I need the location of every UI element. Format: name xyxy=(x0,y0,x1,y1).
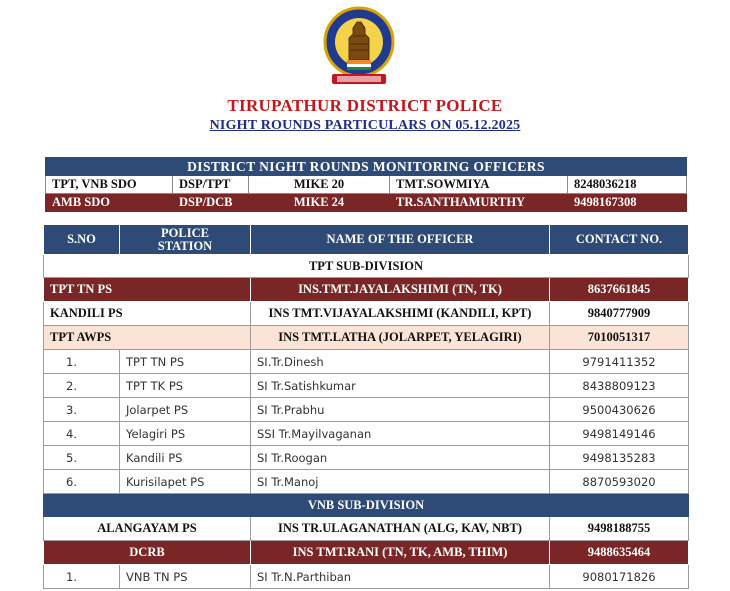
inspector-row xyxy=(44,326,689,350)
table-row xyxy=(44,398,689,422)
table-row xyxy=(44,350,689,374)
monitoring-heading: DISTRICT NIGHT ROUNDS MONITORING OFFICERS xyxy=(46,158,687,176)
section-title-vnb: VNB SUB-DIVISION xyxy=(44,494,689,517)
row-station: Yelagiri PS xyxy=(120,422,251,446)
monitoring-row xyxy=(46,176,687,194)
inspector-phone: 8637661845 xyxy=(550,278,689,302)
row-sno: 6. xyxy=(44,470,120,494)
row-officer: SI.Tr.Dinesh xyxy=(251,350,550,374)
monitoring-officer: TR.SANTHAMURTHY xyxy=(390,194,568,212)
monitoring-area: AMB SDO xyxy=(46,194,173,212)
row-sno: 5. xyxy=(44,446,120,470)
row-sno: 2. xyxy=(44,374,120,398)
night-rounds-table xyxy=(43,224,689,589)
monitoring-post: DSP/DCB xyxy=(173,194,249,212)
col-header-station: POLICE STATION xyxy=(120,225,251,255)
col-header-officer: NAME OF THE OFFICER xyxy=(251,225,550,255)
row-station: Jolarpet PS xyxy=(120,398,251,422)
inspector-phone: 7010051317 xyxy=(550,326,689,350)
table-row xyxy=(44,422,689,446)
inspector-phone: 9498188755 xyxy=(550,517,689,541)
row-phone: 9498135283 xyxy=(550,446,689,470)
row-sno: 1. xyxy=(44,565,120,589)
inspector-row xyxy=(44,541,689,565)
inspector-phone: 9488635464 xyxy=(550,541,689,565)
row-phone: 9791411352 xyxy=(550,350,689,374)
table-row xyxy=(44,565,689,589)
inspector-station: ALANGAYAM PS xyxy=(44,517,251,541)
inspector-row xyxy=(44,517,689,541)
row-sno: 3. xyxy=(44,398,120,422)
inspector-officer: INS.TMT.JAYALAKSHIMI (TN, TK) xyxy=(251,278,550,302)
row-station: TPT TN PS xyxy=(120,350,251,374)
col-header-contact: CONTACT NO. xyxy=(550,225,689,255)
row-officer: SSI Tr.Mayilvaganan xyxy=(251,422,550,446)
monitoring-mike: MIKE 24 xyxy=(249,194,390,212)
monitoring-phone: 9498167308 xyxy=(568,194,687,212)
inspector-phone: 9840777909 xyxy=(550,302,689,326)
row-station: TPT TK PS xyxy=(120,374,251,398)
row-officer: SI Tr.Satishkumar xyxy=(251,374,550,398)
inspector-station: TPT AWPS xyxy=(44,326,251,350)
inspector-station: TPT TN PS xyxy=(44,278,251,302)
row-officer: SI Tr.Manoj xyxy=(251,470,550,494)
inspector-officer: INS TR.ULAGANATHAN (ALG, KAV, NBT) xyxy=(251,517,550,541)
monitoring-row xyxy=(46,194,687,212)
inspector-station: KANDILI PS xyxy=(44,302,251,326)
table-row xyxy=(44,470,689,494)
monitoring-phone: 8248036218 xyxy=(568,176,687,194)
row-phone: 9080171826 xyxy=(550,565,689,589)
inspector-officer: INS TMT.RANI (TN, TK, AMB, THIM) xyxy=(251,541,550,565)
row-phone: 9500430626 xyxy=(550,398,689,422)
table-row xyxy=(44,446,689,470)
monitoring-post: DSP/TPT xyxy=(173,176,249,194)
row-phone: 8870593020 xyxy=(550,470,689,494)
inspector-station: DCRB xyxy=(44,541,251,565)
row-sno: 1. xyxy=(44,350,120,374)
table-header-row xyxy=(44,225,689,255)
inspector-row xyxy=(44,302,689,326)
page-subtitle: NIGHT ROUNDS PARTICULARS ON 05.12.2025 xyxy=(209,118,521,133)
row-phone: 8438809123 xyxy=(550,374,689,398)
row-sno: 4. xyxy=(44,422,120,446)
table-row xyxy=(44,374,689,398)
monitoring-area: TPT, VNB SDO xyxy=(46,176,173,194)
inspector-row xyxy=(44,278,689,302)
row-station: Kandili PS xyxy=(120,446,251,470)
section-title-tpt: TPT SUB-DIVISION xyxy=(44,255,689,278)
monitoring-mike: MIKE 20 xyxy=(249,176,390,194)
monitoring-officers-table xyxy=(45,157,687,212)
row-officer: SI Tr.N.Parthiban xyxy=(251,565,550,589)
monitoring-officer: TMT.SOWMIYA xyxy=(390,176,568,194)
row-officer: SI Tr.Roogan xyxy=(251,446,550,470)
inspector-officer: INS TMT.LATHA (JOLARPET, YELAGIRI) xyxy=(251,326,550,350)
row-phone: 9498149146 xyxy=(550,422,689,446)
row-officer: SI Tr.Prabhu xyxy=(251,398,550,422)
inspector-officer: INS TMT.VIJAYALAKSHIMI (KANDILI, KPT) xyxy=(251,302,550,326)
tamilnadu-police-logo xyxy=(322,6,396,86)
col-header-sno: S.NO xyxy=(44,225,120,255)
row-station: VNB TN PS xyxy=(120,565,251,589)
page-title: TIRUPATHUR DISTRICT POLICE xyxy=(227,96,503,115)
row-station: Kurisilapet PS xyxy=(120,470,251,494)
